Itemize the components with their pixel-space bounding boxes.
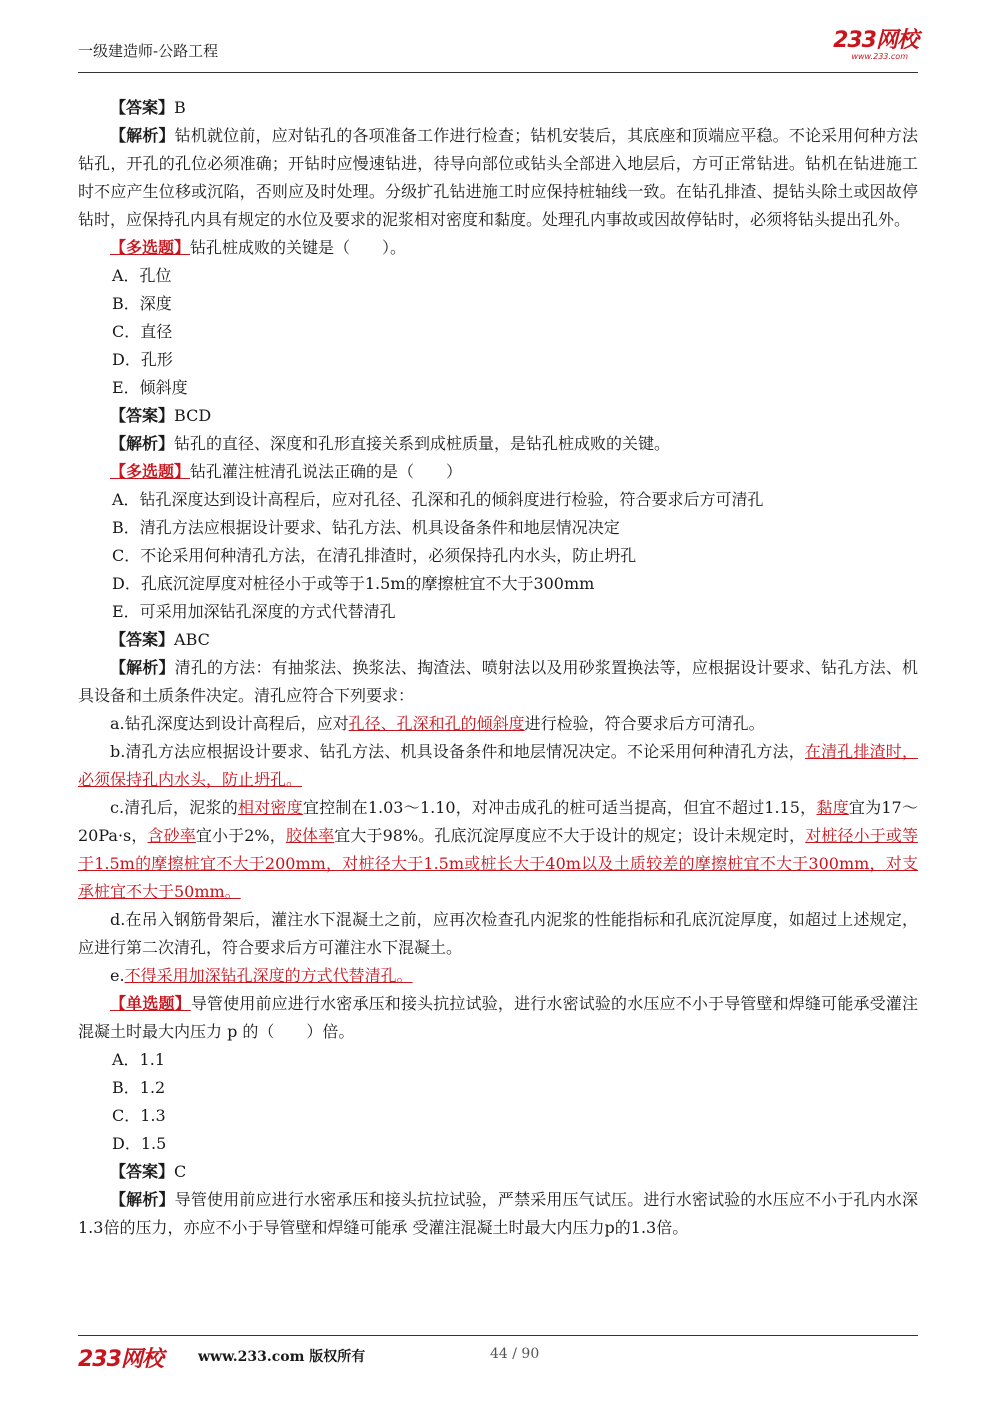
answer-value: C bbox=[174, 1162, 187, 1181]
q2-option: C．直径 bbox=[112, 322, 173, 341]
text: b.清孔方法应根据设计要求、钻孔方法、机具设备条件和地层情况决定。不论采用何种清孔方法， bbox=[110, 742, 805, 761]
q3-point-b bbox=[78, 738, 918, 794]
question-stem: 钻孔灌注桩清孔说法正确的是（ ） bbox=[190, 462, 463, 481]
footer-divider bbox=[78, 1335, 918, 1336]
analysis-tag: 【解析】 bbox=[110, 434, 175, 453]
q2-option: A．孔位 bbox=[112, 266, 172, 285]
text: e. bbox=[110, 966, 125, 985]
q1-analysis bbox=[78, 122, 918, 234]
q2-option: D．孔形 bbox=[112, 350, 173, 369]
text: a.钻孔深度达到设计高程后，应对 bbox=[110, 714, 349, 733]
analysis-text: 钻孔的直径、深度和孔形直接关系到成桩质量，是钻孔桩成败的关键。 bbox=[174, 434, 671, 453]
copyright-text: www.233.com 版权所有 bbox=[198, 1349, 366, 1365]
q1-answer bbox=[78, 94, 918, 122]
q4-analysis bbox=[78, 1186, 918, 1242]
q3-option: D．孔底沉淀厚度对桩径小于或等于1.5m的摩擦桩宜不大于300mm bbox=[112, 574, 595, 593]
text: 宜大于98%。孔底沉淀厚度应不大于设计的规定；设计未规定时， bbox=[334, 826, 806, 845]
text: 进行检验，符合要求后方可清孔。 bbox=[524, 714, 765, 733]
text: 宜控制在1.03～1.10，对冲击成孔的桩可适当提高，但宜不超过1.15， bbox=[302, 798, 817, 817]
question-type-tag: 【多选题】 bbox=[110, 462, 191, 481]
answer-value: B bbox=[174, 98, 186, 117]
highlight-text: 孔径、孔深和孔的倾斜度 bbox=[348, 714, 525, 733]
analysis-tag: 【解析】 bbox=[110, 1190, 175, 1209]
document-title: 一级建造师-公路工程 bbox=[78, 42, 219, 60]
q3-point-a bbox=[78, 710, 918, 738]
question-stem: 钻孔桩成败的关键是（ ）。 bbox=[190, 238, 407, 257]
answer-tag: 【答案】 bbox=[110, 1162, 175, 1181]
answer-value: BCD bbox=[174, 406, 212, 425]
q3-point-d: d.在吊入钢筋骨架后，灌注水下混凝土之前，应再次检查孔内泥浆的性能指标和孔底沉淀厚度，如超过上述规定，应进行第二次清孔，符合要求后方可灌注水下混凝土。 bbox=[78, 910, 918, 957]
logo-text: 233网校 bbox=[833, 28, 918, 53]
answer-tag: 【答案】 bbox=[110, 98, 175, 117]
page-header bbox=[78, 28, 918, 72]
q3-answer bbox=[78, 626, 918, 654]
text: 宜为17～20Pa·s， bbox=[78, 798, 918, 845]
highlight-text: 黏度 bbox=[816, 798, 849, 817]
q3-point-c bbox=[78, 794, 918, 906]
q3-option: B．清孔方法应根据设计要求、钻孔方法、机具设备条件和地层情况决定 bbox=[112, 518, 620, 537]
brand-logo bbox=[833, 30, 918, 61]
text: c.清孔后，泥浆的 bbox=[110, 798, 238, 817]
question-type-tag: 【多选题】 bbox=[110, 238, 191, 257]
highlight-text: 对桩径小于或等于1.5m的摩擦桩宜不大于200mm，对桩径大于1.5m或桩长大于40m以及土质较差的摩擦桩宜不大于300mm，对支承桩宜不大于50mm。 bbox=[78, 826, 918, 901]
answer-tag: 【答案】 bbox=[110, 406, 175, 425]
highlight-text: 胶体率 bbox=[285, 826, 335, 845]
answer-tag: 【答案】 bbox=[110, 630, 175, 649]
analysis-text: 钻机就位前，应对钻孔的各项准备工作进行检查；钻机安装后，其底座和顶端应平稳。不论采用何种方法钻孔，开孔的孔位必须准确；开钻时应慢速钻进，待导向部位或钻头全部进入地层后，方可正常钻进。钻机在钻进施工时不应产生位移或沉陷，否则应及时处理。分级扩孔钻进施工时应保持桩轴线一致。在钻孔排渣、提钻头除土或因故停钻时，应保持孔内具有规定的水位及要求的泥浆相对密度和黏度。处理孔内事故或因故停钻时，必须将钻头提出孔外。 bbox=[78, 126, 918, 229]
q4-option: B．1.2 bbox=[112, 1078, 166, 1097]
q4-answer bbox=[78, 1158, 918, 1186]
q3-option: C．不论采用何种清孔方法，在清孔排渣时，必须保持孔内水头，防止坍孔 bbox=[112, 546, 637, 565]
page-content bbox=[78, 94, 918, 1242]
analysis-tag: 【解析】 bbox=[110, 126, 175, 145]
text: 宜小于2%， bbox=[195, 826, 286, 845]
q3-option: E．可采用加深钻孔深度的方式代替清孔 bbox=[112, 602, 396, 621]
answer-value: ABC bbox=[174, 630, 210, 649]
question-stem: 导管使用前应进行水密承压和接头抗拉试验，进行水密试验的水压应不小于导管壁和焊缝可能承受灌注混凝土时最大内压力 p 的（ ）倍。 bbox=[78, 994, 918, 1041]
q4-stem bbox=[78, 990, 918, 1046]
q4-option: C．1.3 bbox=[112, 1106, 166, 1125]
highlight-text: 含砂率 bbox=[147, 826, 196, 845]
analysis-text: 清孔的方法：有抽浆法、换浆法、掏渣法、喷射法以及用砂浆置换法等，应根据设计要求、钻孔方法、机具设备和土质条件决定。清孔应符合下列要求： bbox=[78, 658, 918, 705]
highlight-text: 相对密度 bbox=[237, 798, 303, 817]
q2-answer bbox=[78, 402, 918, 430]
q3-point-e bbox=[78, 962, 918, 990]
q2-analysis bbox=[78, 430, 918, 458]
analysis-tag: 【解析】 bbox=[110, 658, 175, 677]
q3-stem bbox=[78, 458, 918, 486]
page-footer bbox=[78, 1340, 918, 1370]
q3-option: A．钻孔深度达到设计高程后，应对孔径、孔深和孔的倾斜度进行检验，符合要求后方可清孔 bbox=[112, 490, 764, 509]
footer-logo: 233网校 bbox=[78, 1347, 163, 1372]
page-number: 44 / 90 bbox=[490, 1346, 540, 1362]
analysis-text: 导管使用前应进行水密承压和接头抗拉试验，严禁采用压气试压。进行水密试验的水压应不小于孔内水深1.3倍的压力，亦应不小于导管壁和焊缝可能承 受灌注混凝土时最大内压力p的1.3倍。 bbox=[78, 1190, 918, 1237]
q2-stem bbox=[78, 234, 918, 262]
q4-option: D．1.5 bbox=[112, 1134, 167, 1153]
header-divider bbox=[78, 72, 918, 73]
q3-analysis bbox=[78, 654, 918, 710]
q2-option: E．倾斜度 bbox=[112, 378, 188, 397]
logo-url: www.233.com bbox=[851, 52, 908, 61]
question-type-tag: 【单选题】 bbox=[110, 994, 191, 1013]
highlight-text: 不得采用加深钻孔深度的方式代替清孔。 bbox=[124, 966, 413, 985]
q2-option: B．深度 bbox=[112, 294, 172, 313]
q4-option: A．1.1 bbox=[112, 1050, 166, 1069]
highlight-text: 在清孔排渣时，必须保持孔内水头，防止坍孔。 bbox=[78, 742, 918, 789]
